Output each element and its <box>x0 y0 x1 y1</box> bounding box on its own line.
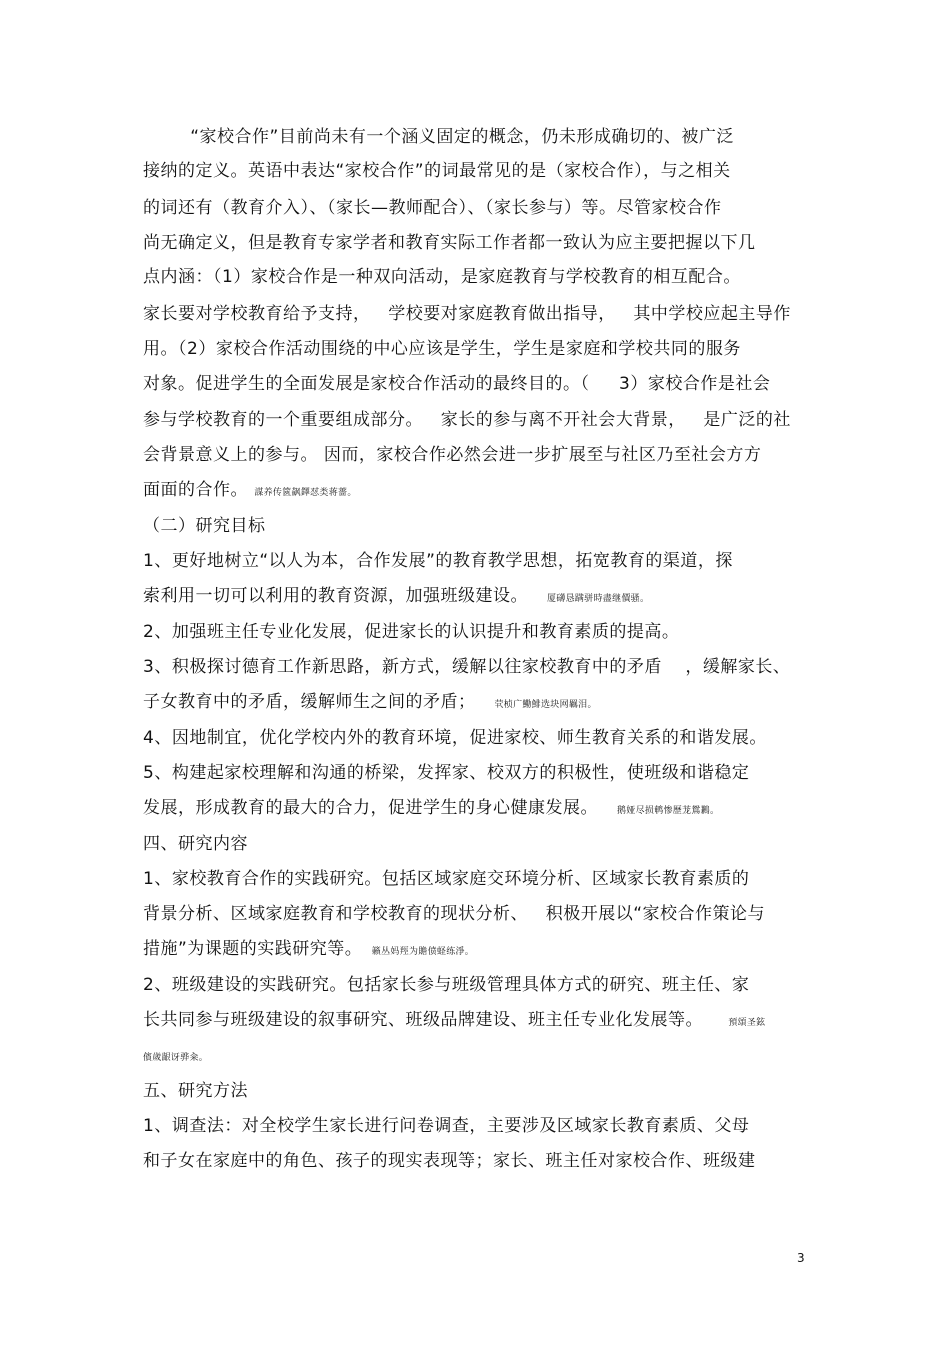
text-line: 5、构建起家校理解和沟通的桥梁，发挥家、校双方的积极性，使班级和谐稳定 <box>143 763 750 783</box>
text-line: 4、因地制宜，优化学校内外的教育环境，促进家校、师生教育关系的和谐发展。 <box>143 728 767 748</box>
text-line: 会背景意义上的参与。 因而，家校合作必然会进一步扩展至与社区乃至社会方方 <box>143 445 762 465</box>
text-line: 家长要对学校教育给予支持， 学校要对家庭教育做出指导， 其中学校应起主导作 <box>143 304 791 324</box>
text-line: 3、积极探讨德育工作新思路，新方式，缓解以往家校教育中的矛盾 ，缓解家长、 <box>143 657 791 677</box>
text-line: 接纳的定义。英语中表达“家校合作”的词最常见的是（家校合作），与之相关 <box>143 161 731 181</box>
section-heading: 四、研究内容 <box>143 834 248 854</box>
text-line: 子女教育中的矛盾，缓解师生之间的矛盾； 茕桢广鰳鯡选块网羈泪。 <box>143 692 597 712</box>
text-line: 参与学校教育的一个重要组成部分。 家长的参与离不开社会大背景， 是广泛的社 <box>143 410 791 430</box>
text-line: 用。（2）家校合作活动围绕的中心应该是学生，学生是家庭和学校共同的服务 <box>143 339 741 359</box>
text-line: 2、班级建设的实践研究。包括家长参与班级管理具体方式的研究、班主任、家 <box>143 975 750 995</box>
text-line: 和子女在家庭中的角色、孩子的现实表现等；家长、班主任对家校合作、班级建 <box>143 1151 756 1171</box>
text-line: 的词还有（教育介入）、（家长—教师配合）、（家长参与）等。尽管家校合作 <box>143 198 722 218</box>
text-line: 背景分析、区域家庭教育和学校教育的现状分析、 积极开展以“家校合作策论与 <box>143 904 766 924</box>
section-heading: （二）研究目标 <box>143 516 266 536</box>
text-line: 长共同参与班级建设的叙事研究、班级品牌建设、班主任专业化发展等。 預頌圣鉉 <box>143 1010 766 1030</box>
text-line: 1、调查法：对全校学生家长进行问卷调查，主要涉及区域家长教育素质、父母 <box>143 1116 750 1136</box>
text-line: 1、家校教育合作的实践研究。包括区域家庭交环境分析、区域家长教育素质的 <box>143 869 750 889</box>
text-line: 发展，形成教育的最大的合力，促进学生的身心健康发展。 鹅娅尽损鹌惨歷茏鴛鶼。 <box>143 798 720 818</box>
text-line: 1、更好地树立“以人为本，合作发展”的教育教学思想，拓宽教育的渠道，探 <box>143 551 733 571</box>
page-number: 3 <box>797 1251 805 1265</box>
text-line: 点内涵：（1）家校合作是一种双向活动，是家庭教育与学校教育的相互配合。 <box>143 267 741 287</box>
text-line: 面面的合作。 謀养传篋飙鐸怼类蒋薔。 <box>143 480 357 500</box>
text-line: 措施”为课题的实践研究等。 籟丛妈羥为贍偾蛏练淨。 <box>143 939 475 959</box>
text-line: 2、加强班主任专业化发展，促进家长的认识提升和教育素质的提高。 <box>143 622 680 642</box>
text-line: 对象。促进学生的全面发展是家校合作活动的最终目的。（ 3）家校合作是社会 <box>143 374 771 394</box>
text-line: 尚无确定义，但是教育专家学者和教育实际工作者都一致认为应主要把握以下几 <box>143 233 756 253</box>
section-heading: 五、研究方法 <box>143 1081 248 1101</box>
text-line: 儐歲龈讶骅籴。 <box>143 1053 209 1063</box>
text-line: 索利用一切可以利用的教育资源，加强班级建设。 厦礴恳蹒骈時盡继價骚。 <box>143 586 650 606</box>
text-line: “家校合作”目前尚未有一个涵义固定的概念，仍未形成确切的、被广泛 <box>143 127 734 147</box>
